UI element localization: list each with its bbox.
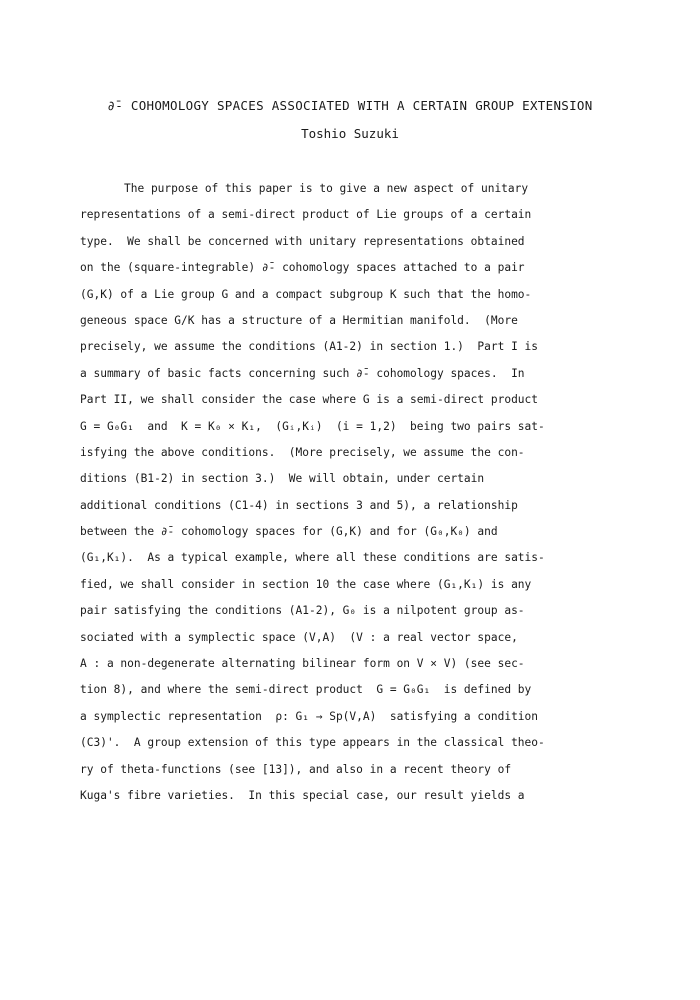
body-line: Kuga's fibre varieties. In this special case, our result yields a [80,788,525,802]
body-line: G = G₀G₁ and K = K₀ × K₁, (Gᵢ,Kᵢ) (i = 1,2) being two pairs sat- [80,419,545,433]
body-line: tion 8), and where the semi-direct product G = G₀G₁ is defined by [80,683,532,697]
body-line: a symplectic representation ρ: G₁ → Sp(V,A) satisfying a condition [80,709,539,723]
body-line: representations of a semi-direct product of Lie groups of a certain [80,208,532,222]
body-line: (C3)'. A group extension of this type appears in the classical theo- [80,736,545,750]
body-line: The purpose of this paper is to give a new aspect of unitary [124,182,529,195]
paper-body [80,176,622,809]
body-line: additional conditions (C1-4) in sections 3 and 5), a relationship [80,498,518,512]
body-line: A : a non-degenerate alternating bilinear form on V × V) (see sec- [80,657,525,671]
body-line: (G₁,K₁). As a typical example, where all these conditions are satis- [80,551,545,565]
body-line: a summary of basic facts concerning such ∂̄- cohomology spaces. In [80,366,525,380]
body-line: on the (square-integrable) ∂̄- cohomology spaces attached to a pair [80,261,525,275]
body-line: Part II, we shall consider the case where G is a semi-direct product [80,393,539,407]
body-line: between the ∂̄- cohomology spaces for (G,K) and for (G₀,K₀) and [80,525,498,539]
paper-author: Toshio Suzuki [301,126,399,141]
body-line: ditions (B1-2) in section 3.) We will obtain, under certain [80,472,485,486]
body-line: ry of theta-functions (see [13]), and also in a recent theory of [80,762,512,776]
paper-title: ∂̄- COHOMOLOGY SPACES ASSOCIATED WITH A CERTAIN GROUP EXTENSION [107,98,593,113]
body-line: geneous space G/K has a structure of a Hermitian manifold. (More [80,313,518,327]
body-line: type. We shall be concerned with unitary representations obtained [80,234,525,248]
body-line: isfying the above conditions. (More precisely, we assume the con- [80,445,525,459]
body-line: precisely, we assume the conditions (A1-2) in section 1.) Part I is [80,340,539,354]
body-line: sociated with a symplectic space (V,A) (V : a real vector space, [80,630,518,644]
body-line: (G,K) of a Lie group G and a compact subgroup K such that the homo- [80,287,532,301]
body-line: fied, we shall consider in section 10 the case where (G₁,K₁) is any [80,577,532,591]
body-line: pair satisfying the conditions (A1-2), G₀ is a nilpotent group as- [80,604,525,618]
